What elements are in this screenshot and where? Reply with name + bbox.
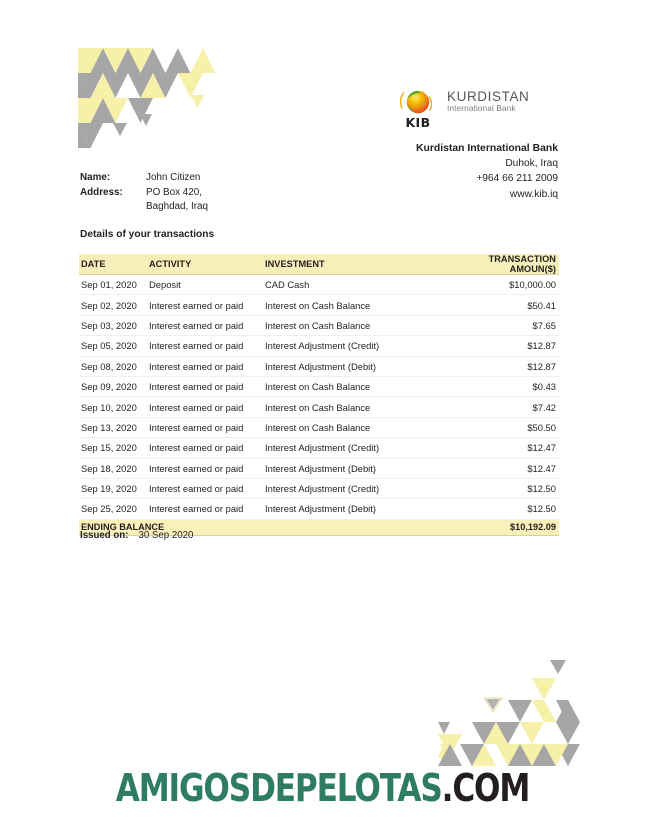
cell-amount: $50.50 [445,417,559,437]
transactions-table-head [79,254,559,275]
cell-investment: Interest Adjustment (Debit) [265,499,445,519]
table-row [79,315,559,335]
table-row [79,499,559,519]
cell-date: Sep 25, 2020 [79,499,149,519]
issued-on-label: Issued on: [80,530,129,541]
table-row [79,478,559,498]
customer-address-row-2 [80,200,208,215]
table-row [79,376,559,396]
cell-activity: Interest earned or paid [149,458,265,478]
watermark-brand: AMIGOSDEPELOTAS [115,766,442,810]
customer-name-value: John Citizen [146,172,201,183]
cell-investment: Interest on Cash Balance [265,417,445,437]
issued-on-block [80,530,193,541]
column-header-amount: TRANSACTION AMOUN($) [445,254,559,275]
cell-amount: $12.50 [445,478,559,498]
cell-date: Sep 02, 2020 [79,295,149,315]
triangle-mosaic-bottom-right-decoration [428,652,588,772]
customer-details-block [80,171,208,215]
cell-investment: Interest Adjustment (Credit) [265,336,445,356]
cell-activity: Interest earned or paid [149,499,265,519]
bank-phone: +964 66 211 2009 [476,173,558,185]
bank-wordmark-line1: KURDISTAN [447,89,530,104]
customer-address-spacer [80,200,146,215]
cell-amount: $50.41 [445,295,559,315]
cell-investment: Interest Adjustment (Debit) [265,458,445,478]
cell-date: Sep 15, 2020 [79,438,149,458]
ending-balance-label: ENDING BALANCE [79,519,445,535]
cell-amount: $10,000.00 [445,275,559,295]
watermark-tld: .COM [441,766,530,810]
svg-text:KIB: KIB [405,115,431,130]
cell-amount: $12.47 [445,458,559,478]
cell-date: Sep 13, 2020 [79,417,149,437]
table-row [79,336,559,356]
cell-date: Sep 05, 2020 [79,336,149,356]
cell-activity: Interest earned or paid [149,356,265,376]
cell-activity: Deposit [149,275,265,295]
cell-investment: Interest on Cash Balance [265,295,445,315]
cell-investment: Interest Adjustment (Credit) [265,478,445,498]
cell-amount: $12.50 [445,499,559,519]
customer-address-row [80,186,208,201]
bank-logo [397,86,562,130]
cell-date: Sep 08, 2020 [79,356,149,376]
bank-wordmark [447,90,529,114]
cell-amount: $7.65 [445,315,559,335]
table-row [79,295,559,315]
customer-address-line1: PO Box 420, [146,186,202,198]
table-header-row [79,254,559,275]
site-watermark [58,768,587,808]
bank-city: Duhok, Iraq [505,158,558,170]
bank-website: www.kib.iq [509,188,558,200]
cell-investment: Interest on Cash Balance [265,376,445,396]
cell-investment: Interest on Cash Balance [265,397,445,417]
cell-activity: Interest earned or paid [149,295,265,315]
issued-on-value: 30 Sep 2020 [138,530,194,541]
transactions-table-body [79,275,559,520]
cell-date: Sep 09, 2020 [79,376,149,396]
table-row [79,275,559,295]
cell-investment: Interest on Cash Balance [265,315,445,335]
cell-activity: Interest earned or paid [149,438,265,458]
column-header-date: DATE [79,254,149,275]
table-row [79,438,559,458]
bank-wordmark-line2: International Bank [447,104,516,114]
bank-name: Kurdistan International Bank [415,143,558,154]
cell-investment: CAD Cash [265,275,445,295]
cell-amount: $7.42 [445,397,559,417]
cell-date: Sep 03, 2020 [79,315,149,335]
cell-activity: Interest earned or paid [149,397,265,417]
column-header-investment: INVESTMENT [265,254,445,275]
cell-date: Sep 01, 2020 [79,275,149,295]
kib-sphere-icon [397,86,441,130]
cell-date: Sep 18, 2020 [79,458,149,478]
table-row [79,458,559,478]
cell-investment: Interest Adjustment (Credit) [265,438,445,458]
cell-amount: $12.87 [445,356,559,376]
cell-amount: $0.43 [445,376,559,396]
customer-name-row [80,171,208,186]
cell-investment: Interest Adjustment (Debit) [265,356,445,376]
table-row [79,397,559,417]
cell-amount: $12.87 [445,336,559,356]
cell-date: Sep 19, 2020 [79,478,149,498]
cell-activity: Interest earned or paid [149,376,265,396]
cell-date: Sep 10, 2020 [79,397,149,417]
triangle-mosaic-top-left-decoration [78,48,218,148]
customer-address-line2: Baghdad, Iraq [146,201,209,213]
table-row [79,356,559,376]
cell-activity: Interest earned or paid [149,315,265,335]
transactions-table [79,254,559,536]
bank-contact-block [416,141,558,202]
table-row [79,417,559,437]
ending-balance-amount: $10,192.09 [445,519,559,535]
column-header-activity: ACTIVITY [149,254,265,275]
customer-name-label: Name: [80,172,111,183]
transactions-section-title: Details of your transactions [80,229,215,240]
cell-amount: $12.47 [445,438,559,458]
cell-activity: Interest earned or paid [149,417,265,437]
customer-address-label: Address: [80,186,123,198]
cell-activity: Interest earned or paid [149,336,265,356]
cell-activity: Interest earned or paid [149,478,265,498]
